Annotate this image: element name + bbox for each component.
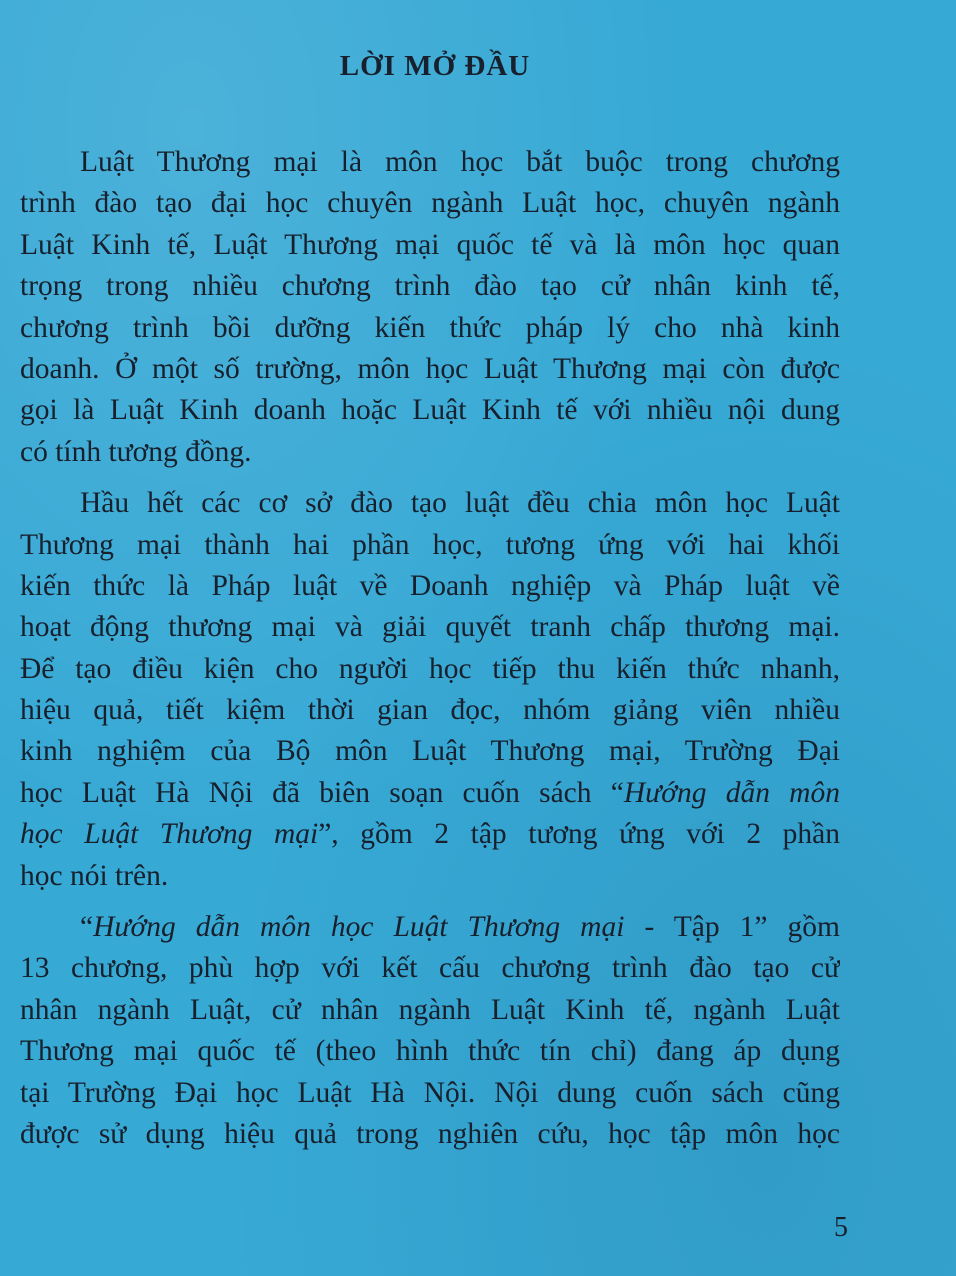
text-line: [20, 773, 840, 814]
text-line: trình đào tạo đại học chuyên ngành Luật học, chuyên ngành: [20, 187, 840, 220]
paragraph-2: [20, 483, 840, 897]
text-line: Luật Thương mại là môn học bắt buộc trong chương: [80, 146, 840, 178]
text-line: chương trình bồi dưỡng kiến thức pháp lý cho nhà kinh: [20, 311, 840, 344]
text-line: [20, 814, 840, 855]
text-line: học nói trên.: [20, 859, 169, 892]
text-line: được sử dụng hiệu quả trong nghiên cứu, học tập môn học: [20, 1117, 840, 1150]
text-run: - Tập 1” gồm: [624, 911, 840, 944]
paragraph-1: [20, 142, 840, 473]
text-run: ”, gồm 2 tập tương ứng với 2 phần: [318, 818, 840, 851]
text-line: kinh nghiệm của Bộ môn Luật Thương mại, Trường Đại: [20, 735, 840, 768]
text-line: Thương mại thành hai phần học, tương ứng với hai khối: [20, 528, 840, 561]
page-number: 5: [834, 1212, 848, 1243]
italic-book-title: Hướng dẫn môn: [623, 776, 840, 809]
text-line: Luật Kinh tế, Luật Thương mại quốc tế và là môn học quan: [20, 228, 840, 261]
page-title: LỜI MỞ ĐẦU: [339, 50, 531, 82]
text-run: học Luật Hà Nội đã biên soạn cuốn sách “: [20, 776, 624, 809]
paragraph-gap: [20, 473, 840, 483]
body-text: [20, 142, 840, 1155]
text-line: gọi là Luật Kinh doanh hoặc Luật Kinh tế với nhiều nội dung: [20, 394, 840, 427]
text-line: Để tạo điều kiện cho người học tiếp thu kiến thức nhanh,: [20, 652, 840, 685]
text-line: hoạt động thương mại và giải quyết tranh chấp thương mại.: [20, 611, 840, 644]
text-line: có tính tương đồng.: [20, 435, 252, 468]
text-line: nhân ngành Luật, cử nhân ngành Luật Kinh tế, ngành Luật: [20, 993, 840, 1026]
text-line: Hầu hết các cơ sở đào tạo luật đều chia môn học Luật: [80, 487, 840, 520]
text-line: Thương mại quốc tế (theo hình thức tín chỉ) đang áp dụng: [20, 1035, 840, 1068]
text-line: kiến thức là Pháp luật về Doanh nghiệp và Pháp luật về: [20, 569, 840, 602]
text-line: doanh. Ở một số trường, môn học Luật Thương mại còn được: [20, 352, 840, 385]
italic-book-title: học Luật Thương mại: [20, 818, 319, 851]
italic-book-title: Hướng dẫn môn học Luật Thương mại: [93, 911, 625, 944]
paragraph-gap: [20, 897, 840, 907]
text-line: 13 chương, phù hợp với kết cấu chương trình đào tạo cử: [20, 952, 840, 985]
text-line: [20, 907, 840, 948]
paragraph-3: [20, 907, 840, 1155]
text-run: “: [80, 911, 94, 944]
text-line: hiệu quả, tiết kiệm thời gian đọc, nhóm giảng viên nhiều: [20, 694, 840, 727]
text-line: trọng trong nhiều chương trình đào tạo cử nhân kinh tế,: [20, 270, 840, 303]
text-line: tại Trường Đại học Luật Hà Nội. Nội dung cuốn sách cũng: [20, 1076, 840, 1109]
